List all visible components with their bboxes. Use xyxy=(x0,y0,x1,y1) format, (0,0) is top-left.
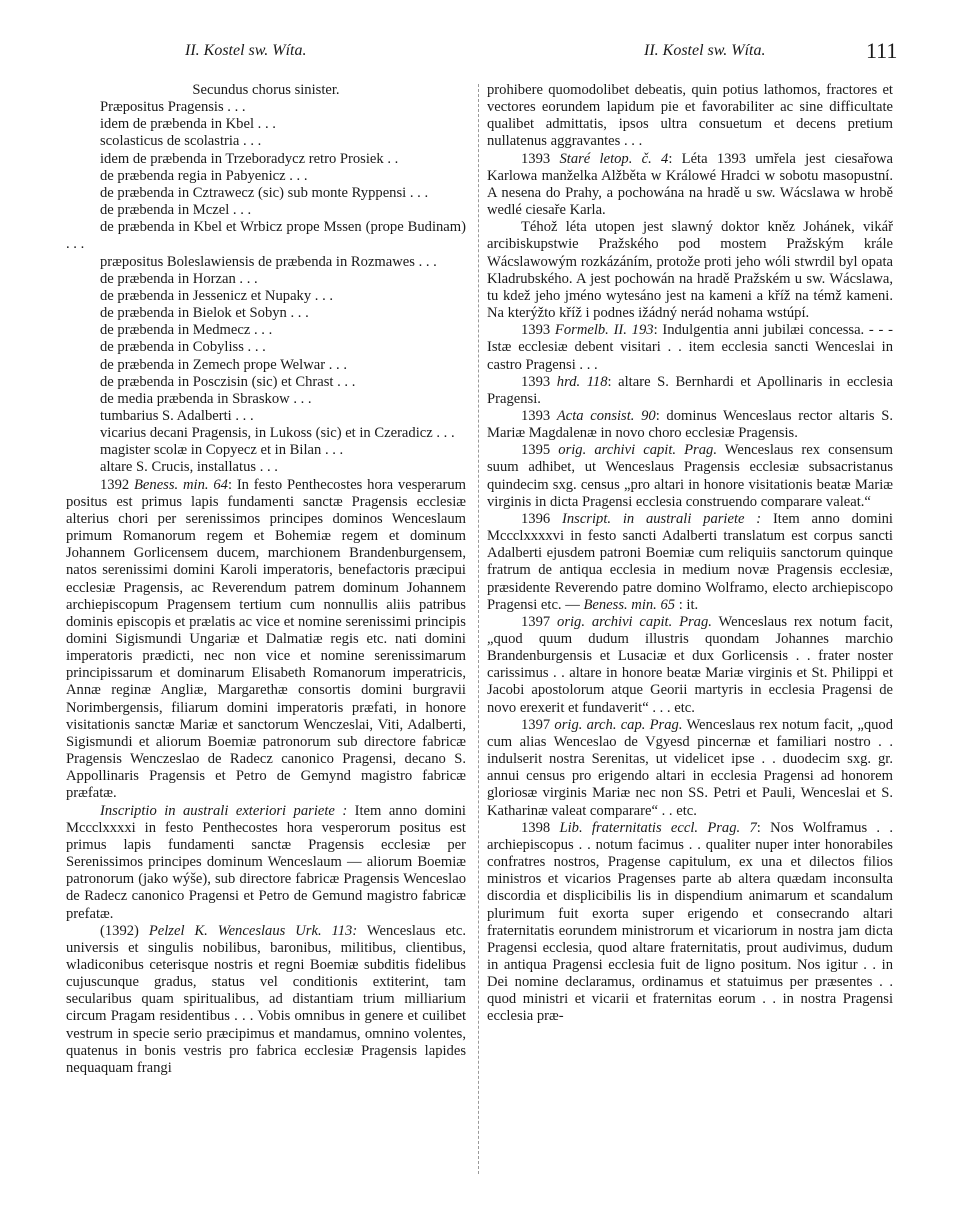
list-item: de præbenda regia in Pabyenicz . . . xyxy=(100,167,308,184)
list-item: de præbenda in Cobyliss . . . xyxy=(100,339,266,356)
list-item: de præbenda in Horzan . . . xyxy=(100,270,258,287)
list-item: de præbenda in Zemech prope Welwar . . . xyxy=(100,356,347,373)
paragraph: 1392 Beness. min. 64: In festo Penthecostes hora vesperarum positus est primus lapis fundamenti sanctæ Pragensis ecclesiæ alterius chori per serenissimos principes dominos Wenceslaum primum Romanorum regem et Bohemiæ regem et dominum Johannem Gorlicensem ducem, marchionem Brandenburgensem, natos serenissimi domini Karoli imperatoris, benefactoris præcipui ecclesiæ Pragensis, ac Reverendum patrem dominum Johannem archiepiscopum Pragensem tertium cum nonnullis aliis patribus dominis episcopis et prælatis ac vice et nomine serenissimi principis domini Sigismundi Ungariæ et Dalmatiæ regis etc. nati domini imperatoris prædicti, nec non vice et nomine serenissimarum principissarum et dominarum Elisabeth Romanorum imperatricis, Annæ reginæ Angliæ, Margarethæ consortis domini burgravii Norimbergensis, filiarum domini imperatoris præfati, in honore visitationis sanctæ Mariæ et sanctorum Wenczeslai, Viti, Adalberti, Sigismundi et aliorum Boemiæ patronorum sub directore fabricæ Pragensis Wenczeslao de Radecz canonico Pragensi, decano S. Appollinaris Pragensis et Petro de Gemynd magistro fabricæ præfatæ. xyxy=(66,476,466,802)
page-number: 111 xyxy=(866,38,898,63)
list-item: præpositus Boleslawiensis de præbenda in Rozmawes . . . xyxy=(100,253,437,270)
running-head-right: II. Kostel sw. Wíta. xyxy=(644,42,766,59)
source-citation: hrd. 118 xyxy=(556,373,608,390)
paragraph: Téhož léta utopen jest slawný doktor kněz Johánek, vikář arcibiskupstwie Pražského pod mostem Pražským krále Wácslawowým rozkázáním, protože proti jeho wóli stwrdil byl opata Kladrubského. A jest pochowán na hradě Pražském u sw. Wácslawa, tu kdež jeho jméno wytesáno jest na kameni a kříž na témž kameni. Na kterýžto kříž i podnes ižádný nerád nohama wstúpí. xyxy=(487,219,893,322)
paragraph: 1398 Lib. fraternitatis eccl. Prag. 7: Nos Wolframus . . archiepiscopus . . notum facimus . . qualiter nuper inter honorabiles confratres nostros, Pragense capitulum, ex una et dilectos filios ministros et vicarios Pragenses parte ab altera quædam inconsulta discordia et displicibilis lis in dispendium animarum et scandalum plurimum fuit exorta super erigendo et consecrando altari fraternitatis eorundem ministrorum et vicariorum in nostra jam dicta Pragensi ecclesia, quod altare fraternitatis, prout audivimus, dudum in antiqua Pragensi ecclesia fuit de ligno positum. Nos igitur . . in Dei nomine declaramus, ordinamus et statuimus per præsentes . . quod ministri et vicarii et fraternitas eorum . . in nostra Pragensi ecclesia præ- xyxy=(487,819,893,1025)
paragraph: 1396 Inscript. in australi pariete : Item anno domini Mccclxxxxvi in festo sancti Adalberti translatum est corpus sancti Adalberti ejusdem patroni Boemiæ cum reliquiis sanctorum quinque fratrum de antiqua ecclesia in medium novæ Pragensis ecclesiæ, præsidente Reverendo patre domino Wolframo, electo archiepiscopo Pragensi etc. — Beness. min. 65 : it. xyxy=(487,510,893,613)
list-item: idem de præbenda in Kbel . . . xyxy=(100,116,276,133)
paragraph-continuation: prohibere quomodolibet debeatis, quin potius lathomos, fractores et vectores eorundem lapidum pie et favorabiliter ac sine difficultate qualibet admittatis, ipsos ultra consuetum et decens pretium nullatenus aggravantes . . . xyxy=(487,82,893,150)
paragraph: 1397 orig. archivi capit. Prag. Wenceslaus rex notum facit, „quod quum dudum illustris quondam Johannes marchio Brandenburgensis et Lusaciæ et dux Gorlicensis . . frater noster carissimus . . altare in honore beatæ Mariæ virginis et St. Philippi et Jacobi apostolorum atque Georii martyris in ecclesia Pragensi de novo erexerit et fundaverit“ . . . etc. xyxy=(487,613,893,716)
source-citation: Acta consist. 90 xyxy=(556,407,656,424)
paragraph: 1397 orig. arch. cap. Prag. Wenceslaus rex notum facit, „quod cum alias Wenceslao de Vgyesd pincernæ et familiari nostro . . indulserit nostra Serenitas, ut videlicet ipse . . duodecim sxg. gr. annui census pro erigendo altari in ecclesia Pragensi ad honorem gloriosæ virginis Mariæ nec non SS. Petri et Pauli, Wenceslai et S. Katharinæ valeat comparare“ . . etc. xyxy=(487,716,894,819)
list-item: tumbarius S. Adalberti . . . xyxy=(100,407,254,424)
source-citation: Lib. fraternitatis eccl. Prag. 7 xyxy=(559,819,757,836)
section-heading: Secundus chorus sinister. xyxy=(192,82,340,98)
running-head-left: II. Kostel sw. Wíta. xyxy=(185,42,307,59)
source-citation: Beness. min. 64 xyxy=(134,476,228,493)
list-item: de media præbenda in Sbraskow . . . xyxy=(100,390,312,407)
list-item: de præbenda in Mczel . . . xyxy=(100,202,252,219)
left-column xyxy=(66,82,466,1077)
source-citation: Pelzel K. Wenceslaus Urk. 113: xyxy=(148,922,358,939)
list-item: de præbenda in Medmecz . . . xyxy=(100,322,273,339)
paragraph: 1393 Formelb. II. 193: Indulgentia anni jubilæi concessa. - - - Istæ ecclesiæ debent visitari . . item ecclesia sancti Wenceslai in castro Pragensi . . . xyxy=(487,322,893,373)
list-item: de præbenda in Jessenicz et Nupaky . . . xyxy=(100,287,334,304)
list-item: vicarius decani Pragensis, in Lukoss (sic) et in Czeradicz . . . xyxy=(100,425,455,442)
list-item: de præbenda in Cztrawecz (sic) sub monte Ryppensi . . . xyxy=(100,184,429,201)
paragraph: 1393 Staré letop. č. 4: Léta 1393 umřela jest ciesařowa Karlowa manželka Alžběta w Králowé Hradci w sobotu masopustní. A nesena do Prahy, a pochowána na hradě u sw. Wácslawa w hrobě wedlé ciesaře Karla. xyxy=(487,150,893,219)
list-item: scolasticus de scolastria . . . xyxy=(100,133,262,150)
source-citation: orig. archivi capit. Prag. xyxy=(557,613,712,630)
source-citation: Beness. min. 65 xyxy=(583,596,676,613)
paragraph: (1392) Pelzel K. Wenceslaus Urk. 113: Wenceslaus etc. universis et singulis nobilibus, baronibus, militibus, clientibus, wladiconibus ceterisque nostris et regni Boemiæ subditis fidelibus cujuscunque gradus, status vel conditionis extiterint, tam secularibus quam spiritualibus, ad distantiam trium milliarium circum Pragam residentibus . . . Vobis omnibus in genere et cuilibet vestrum in specie serio præcipimus et mandamus, omnino volentes, quatenus in bonis vestris pro fabrica ecclesiæ Pragensis lapides nequaquam frangi xyxy=(66,922,466,1076)
list-item: magister scolæ in Copyecz et in Bilan . . . xyxy=(100,442,344,459)
right-column xyxy=(487,82,893,1026)
paragraph: 1395 orig. archivi capit. Prag. Wenceslaus rex consensum suum adhibet, ut Wenceslaus Pragensis ecclesiæ subsacristanus quindecim sxg. census „pro altari in honore visitationis beatæ Mariæ virginis in dicta Pragensi ecclesia construendo comparare valeat.“ xyxy=(487,442,893,510)
source-citation: Inscriptio in australi exteriori pariete : xyxy=(100,802,348,819)
column-divider xyxy=(478,84,479,1174)
prebend-list xyxy=(66,99,466,476)
paragraph: Inscriptio in australi exteriori pariete : Item anno domini Mccclxxxxi in festo Penthecostes hora vesperorum positus est primus lapis fundamenti sanctæ Pragensis ecclesiæ per Serenissimos principes dominum Wenceslaum — aliorum Boemiæ patronorum (jako wýše), sub directore fabricæ Pragensis Wenceslao de Radecz canonico Pragensi et Petro de Gemund magistro fabricæ prefatæ. xyxy=(66,802,466,922)
source-citation: Inscript. in australi pariete : xyxy=(561,510,762,527)
list-item: Præpositus Pragensis . . . xyxy=(100,99,246,116)
list-item: de præbenda in Kbel et Wrbicz prope Mssen (prope Budinam) . . . xyxy=(66,219,466,253)
list-item: altare S. Crucis, installatus . . . xyxy=(100,459,278,476)
source-citation: Staré letop. č. 4 xyxy=(559,150,669,167)
source-citation: Formelb. II. 193 xyxy=(554,322,654,339)
source-citation: orig. archivi capit. Prag. xyxy=(558,442,717,459)
list-item: de præbenda in Posczisin (sic) et Chrast . . . xyxy=(100,373,356,390)
list-item: idem de præbenda in Trzeboradycz retro Prosiek . . xyxy=(100,150,399,167)
source-citation: orig. arch. cap. Prag. xyxy=(554,716,683,733)
paragraph: 1393 hrd. 118: altare S. Bernhardi et Apollinaris in ecclesia Pragensi. xyxy=(487,373,893,407)
list-item: de præbenda in Bielok et Sobyn . . . xyxy=(100,305,309,322)
paragraph: 1393 Acta consist. 90: dominus Wenceslaus rector altaris S. Mariæ Magdalenæ in novo choro ecclesiæ Pragensis. xyxy=(487,407,893,442)
